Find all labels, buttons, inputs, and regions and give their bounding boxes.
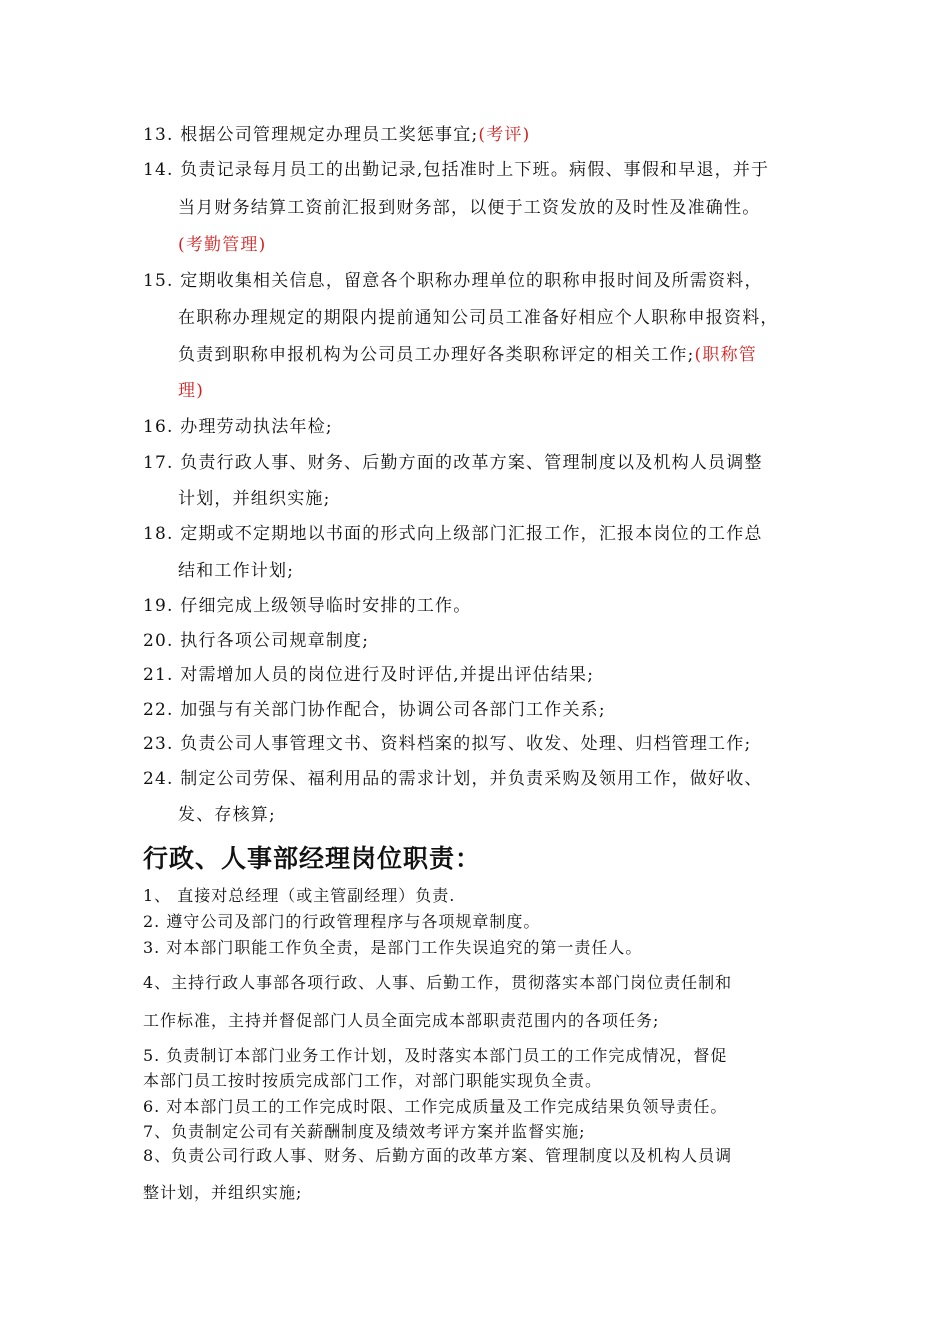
list-item-continuation: [178, 804, 276, 826]
item-tag: (考评): [478, 125, 531, 145]
item-text: 负责记录每月员工的出勤记录,包括准时上下班。病假、事假和早退，并于: [180, 160, 770, 180]
item-number: 19.: [143, 596, 174, 616]
duty-line: 4、主持行政人事部各项行政、人事、后勤工作，贯彻落实本部门岗位责任制和: [143, 973, 733, 992]
item-text: 办理劳动执法年检;: [180, 417, 333, 437]
item-tag: (考勤管理): [178, 235, 267, 255]
duty-line: 6. 对本部门员工的工作完成时限、工作完成质量及工作完成结果负领导责任。: [143, 1097, 728, 1116]
item-text: 执行各项公司规章制度;: [180, 631, 370, 651]
list-item: [143, 416, 333, 438]
item-number: 14.: [143, 160, 174, 180]
item-text: 在职称办理规定的期限内提前通知公司员工准备好相应个人职称申报资料，: [178, 308, 779, 328]
item-number: 20.: [143, 631, 174, 651]
item-text: 定期或不定期地以书面的形式向上级部门汇报工作，汇报本岗位的工作总: [180, 524, 763, 544]
list-item: [143, 159, 769, 181]
item-number: 18.: [143, 524, 174, 544]
item-text: 仔细完成上级领导临时安排的工作。: [180, 596, 472, 616]
duty-line: 整计划，并组织实施;: [143, 1183, 303, 1202]
item-number: 16.: [143, 417, 174, 437]
list-item: [143, 768, 763, 790]
item-number: 24.: [143, 769, 174, 789]
item-number: 23.: [143, 734, 174, 754]
list-item-continuation: [178, 560, 294, 582]
duty-line: 7、负责制定公司有关薪酬制度及绩效考评方案并监督实施;: [143, 1122, 586, 1141]
list-item: [143, 270, 763, 292]
list-item: [143, 699, 606, 721]
item-number: 15.: [143, 271, 174, 291]
item-text: 负责公司人事管理文书、资料档案的拟写、收发、处理、归档管理工作;: [180, 734, 752, 754]
list-item-continuation: [178, 197, 760, 219]
section-title: 行政、人事部经理岗位职责：: [143, 844, 482, 873]
list-item: [143, 452, 763, 474]
duty-line: 1、 直接对总经理（或主管副经理）负责.: [143, 886, 456, 905]
item-text: 加强与有关部门协作配合，协调公司各部门工作关系;: [180, 700, 606, 720]
duty-line: 8、负责公司行政人事、财务、后勤方面的改革方案、管理制度以及机构人员调: [143, 1146, 733, 1165]
item-text: 负责到职称申报机构为公司员工办理好各类职称评定的相关工作;: [178, 345, 695, 365]
item-number: 22.: [143, 700, 174, 720]
duty-line: 5. 负责制订本部门业务工作计划，及时落实本部门员工的工作完成情况，督促: [143, 1046, 728, 1065]
item-number: 21.: [143, 665, 174, 685]
item-text: 当月财务结算工资前汇报到财务部，以便于工资发放的及时性及准确性。: [178, 198, 761, 218]
item-text: 发、存核算;: [178, 805, 276, 825]
item-number: 17.: [143, 453, 174, 473]
item-number: 13.: [143, 125, 174, 145]
duty-line: 3. 对本部门职能工作负全责，是部门工作失误追究的第一责任人。: [143, 938, 643, 957]
list-item-continuation: [178, 488, 331, 510]
duty-line: 本部门员工按时按质完成部门工作，对部门职能实现负全责。: [143, 1071, 603, 1090]
item-text: 负责行政人事、财务、后勤方面的改革方案、管理制度以及机构人员调整: [180, 453, 763, 473]
item-tag: 理): [178, 381, 205, 401]
item-text: 定期收集相关信息，留意各个职称办理单位的职称申报时间及所需资料，: [180, 271, 763, 291]
item-text: 根据公司管理规定办理员工奖惩事宜;: [180, 125, 479, 145]
duty-line: 2. 遵守公司及部门的行政管理程序与各项规章制度。: [143, 912, 541, 931]
list-item: [143, 630, 369, 652]
list-item: [143, 124, 530, 146]
list-item-continuation: [178, 234, 266, 256]
list-item: [143, 733, 751, 755]
list-item-continuation: [178, 307, 779, 329]
duty-line: 工作标准，主持并督促部门人员全面完成本部职责范围内的各项任务;: [143, 1011, 660, 1030]
item-text: 制定公司劳保、福利用品的需求计划，并负责采购及领用工作，做好收、: [180, 769, 763, 789]
list-item-continuation: [178, 344, 757, 366]
list-item: [143, 664, 594, 686]
item-text: 对需增加人员的岗位进行及时评估,并提出评估结果;: [180, 665, 595, 685]
item-text: 结和工作计划;: [178, 561, 295, 581]
item-text: 计划，并组织实施;: [178, 489, 331, 509]
list-item: [143, 595, 471, 617]
list-item-continuation: [178, 380, 204, 402]
list-item: [143, 523, 763, 545]
item-tag: (职称管: [694, 345, 757, 365]
